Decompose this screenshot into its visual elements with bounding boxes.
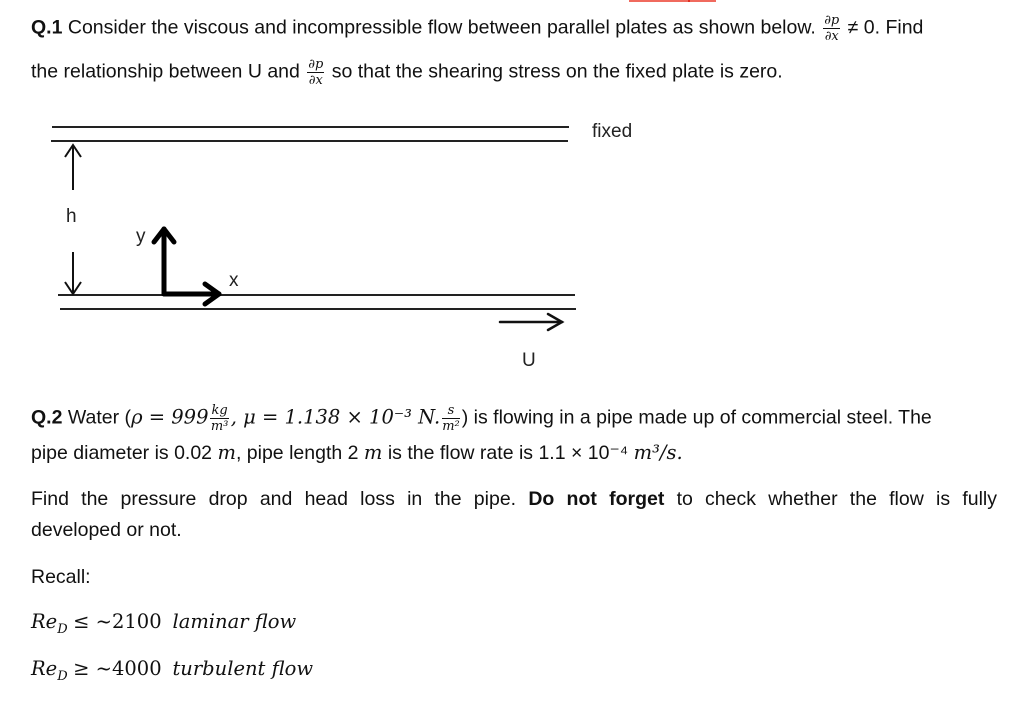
velocity-label: U xyxy=(522,350,536,371)
q2-line-1-tail: ) is flowing in a pipe made up of commercial steel. The xyxy=(461,406,932,429)
task-text: Find the pressure drop and head loss in the pipe. xyxy=(31,488,517,510)
flow-rate-unit: m³/s. xyxy=(633,441,683,464)
q1-condition: ≠ 0. Find xyxy=(847,16,924,39)
pipe-diameter-text: pipe diameter is 0.02 xyxy=(31,442,213,464)
viscosity-value: , μ = 1.138 × 10⁻³ N. xyxy=(230,405,441,429)
recall-label: Recall: xyxy=(31,566,91,588)
coordinate-axes xyxy=(154,229,219,304)
fixed-plate-label: fixed xyxy=(592,121,633,142)
dp-dx-fraction: $\frac{\partial p}{\partial x}$ xyxy=(308,57,324,88)
q1-statement: Consider the viscous and incompressible flow between parallel plates as shown below. xyxy=(67,16,816,39)
q1-line-2-head: the relationship between U and xyxy=(31,60,300,83)
q2-label: Q.2 xyxy=(31,406,63,429)
task-line-2: developed or not. xyxy=(31,519,182,541)
unit-m: m xyxy=(217,441,236,464)
recall-laminar: $Re_D$ ≤ ~2100 laminar flow xyxy=(31,610,297,637)
unit-m: m xyxy=(363,441,383,464)
density-value: ρ = 999 xyxy=(131,405,209,429)
task-emphasis: Do not forget xyxy=(528,488,665,510)
recall-turbulent: $Re_D$ ≥ ~4000 turbulent flow xyxy=(31,657,314,684)
gap-height-label: h xyxy=(66,206,77,227)
task-text-tail: to check whether the flow is fully xyxy=(676,488,998,510)
x-axis-label: x xyxy=(229,270,239,291)
q1-line-2-tail: so that the shearing stress on the fixed plate is zero. xyxy=(331,60,783,83)
dp-dx-fraction: $\frac{\partial p}{\partial x}$ xyxy=(824,13,840,44)
task-line-1 xyxy=(31,487,997,511)
velocity-arrow xyxy=(500,314,562,330)
q1-label: Q.1 xyxy=(31,16,63,39)
pipe-length-text: , pipe length 2 xyxy=(235,442,359,464)
flow-rate-text: is the flow rate is 1.1 × 10⁻⁴ xyxy=(387,442,629,464)
density-unit-fraction: $\frac{kg}{\text{m³}}$ xyxy=(210,403,229,434)
viscosity-unit-fraction: $\frac{s}{\text{m²}}$ xyxy=(442,403,460,434)
q2-line-2 xyxy=(31,441,683,465)
q2-line-1 xyxy=(31,404,932,433)
q2-water: Water ( xyxy=(67,406,132,429)
y-axis-label: y xyxy=(136,226,146,247)
